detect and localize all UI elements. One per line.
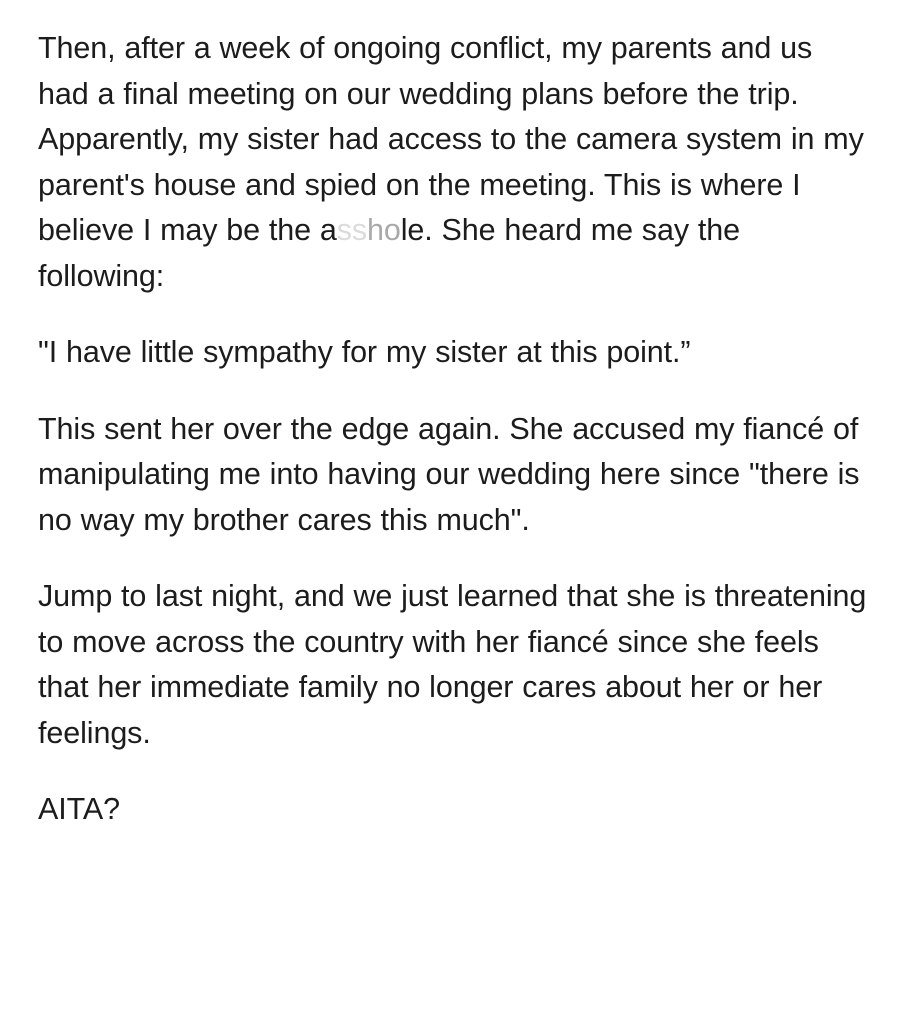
paragraph-1 (38, 26, 868, 299)
paragraph-3: This sent her over the edge again. She accused my fiancé of manipulating me into having our wedding here since "there is no way my brother cares this much". (38, 411, 860, 537)
paragraph-1-text-end: le. She heard me say the following: (38, 213, 740, 293)
paragraph-2-quote: "I have little sympathy for my sister at this point.” (38, 335, 691, 369)
censored-word-ghost: ho (367, 213, 401, 247)
paragraph-4: Jump to last night, and we just learned that she is threatening to move across the country with her fiancé since she feels that her immediate family no longer cares about her or her feelings. (38, 579, 867, 750)
paragraph-5-aita: AITA? (38, 792, 120, 826)
censored-word (337, 213, 401, 247)
censored-word-faded: ss (336, 213, 368, 247)
paragraph-1-text-start: Then, after a week of ongoing conflict, my parents and us had a final meeting on our wedding plans before the trip. Apparently, my sister had access to the camera system in my parent's house and spied on the meeting. This is where I believe I may be the a (38, 31, 864, 247)
